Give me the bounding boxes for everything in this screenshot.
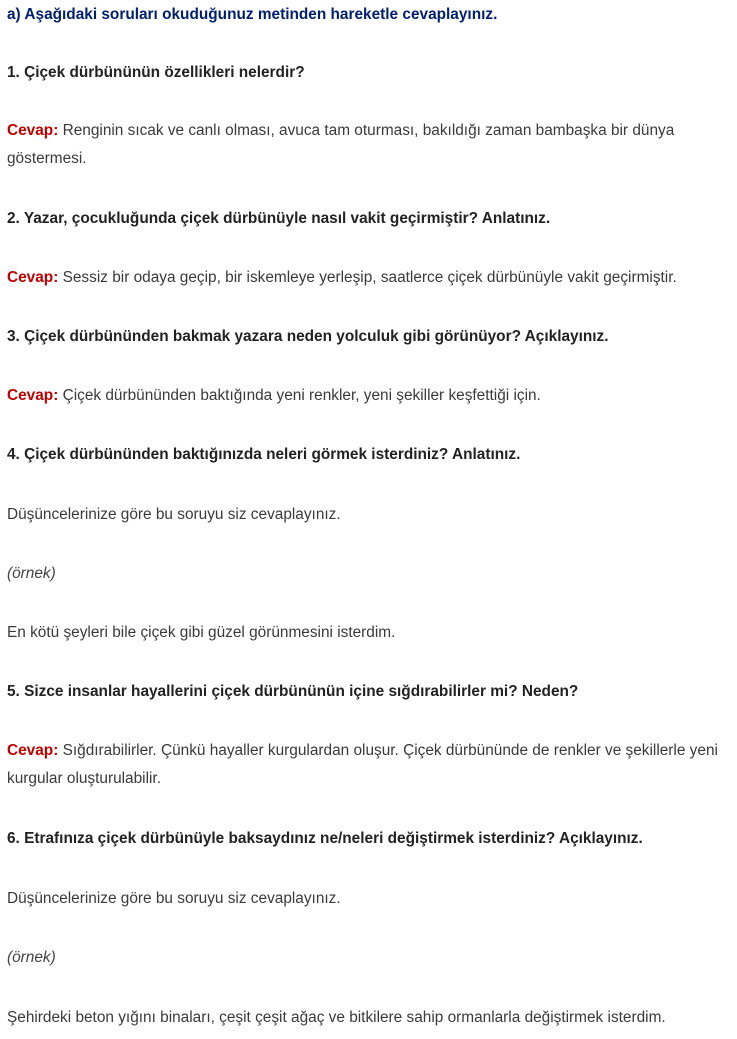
answer-text: Çiçek dürbününden baktığında yeni renkler, yeni şekiller keşfettiği için. xyxy=(62,387,541,404)
answer-label: Cevap: xyxy=(7,269,59,286)
answer-label: Cevap: xyxy=(7,122,59,139)
question-4: 4. Çiçek dürbününden baktığınızda neleri görmek isterdiniz? Anlatınız. xyxy=(7,446,521,463)
question-1: 1. Çiçek dürbününün özellikleri nelerdir? xyxy=(7,64,305,81)
answer-3 xyxy=(7,382,727,410)
example-label-6: (örnek) xyxy=(7,949,56,966)
instruction-note-6: Düşüncelerinize göre bu soruyu siz cevaplayınız. xyxy=(7,890,341,907)
answer-1 xyxy=(7,117,727,173)
question-5: 5. Sizce insanlar hayallerini çiçek dürbününün içine sığdırabilirler mi? Neden? xyxy=(7,683,579,700)
question-3: 3. Çiçek dürbününden bakmak yazara neden yolculuk gibi görünüyor? Açıklayınız. xyxy=(7,328,609,345)
answer-5 xyxy=(7,737,727,793)
answer-label: Cevap: xyxy=(7,387,59,404)
answer-text: Sessiz bir odaya geçip, bir iskemleye yerleşip, saatlerce çiçek dürbünüyle vakit geçirmiştir. xyxy=(62,269,677,286)
answer-text: Sığdırabilirler. Çünkü hayaller kurgulardan oluşur. Çiçek dürbününde de renkler ve şekillerle yeni kurgular oluşturulabilir. xyxy=(7,742,718,787)
answer-2 xyxy=(7,264,727,292)
answer-4: En kötü şeyleri bile çiçek gibi güzel görünmesini isterdim. xyxy=(7,624,396,641)
section-heading: a) Aşağıdaki soruları okuduğunuz metinden hareketle cevaplayınız. xyxy=(7,6,498,23)
answer-label: Cevap: xyxy=(7,742,59,759)
answer-text: Renginin sıcak ve canlı olması, avuca tam oturması, bakıldığı zaman bambaşka bir dünya göstermesi. xyxy=(7,122,675,167)
example-label-4: (örnek) xyxy=(7,565,56,582)
instruction-note-4: Düşüncelerinize göre bu soruyu siz cevaplayınız. xyxy=(7,506,341,523)
question-2: 2. Yazar, çocukluğunda çiçek dürbünüyle nasıl vakit geçirmiştir? Anlatınız. xyxy=(7,210,551,227)
answer-6: Şehirdeki beton yığını binaları, çeşit çeşit ağaç ve bitkilere sahip ormanlarla değiştirmek isterdim. xyxy=(7,1009,666,1026)
question-6: 6. Etrafınıza çiçek dürbünüyle baksaydınız ne/neleri değiştirmek isterdiniz? Açıklayınız. xyxy=(7,830,643,847)
